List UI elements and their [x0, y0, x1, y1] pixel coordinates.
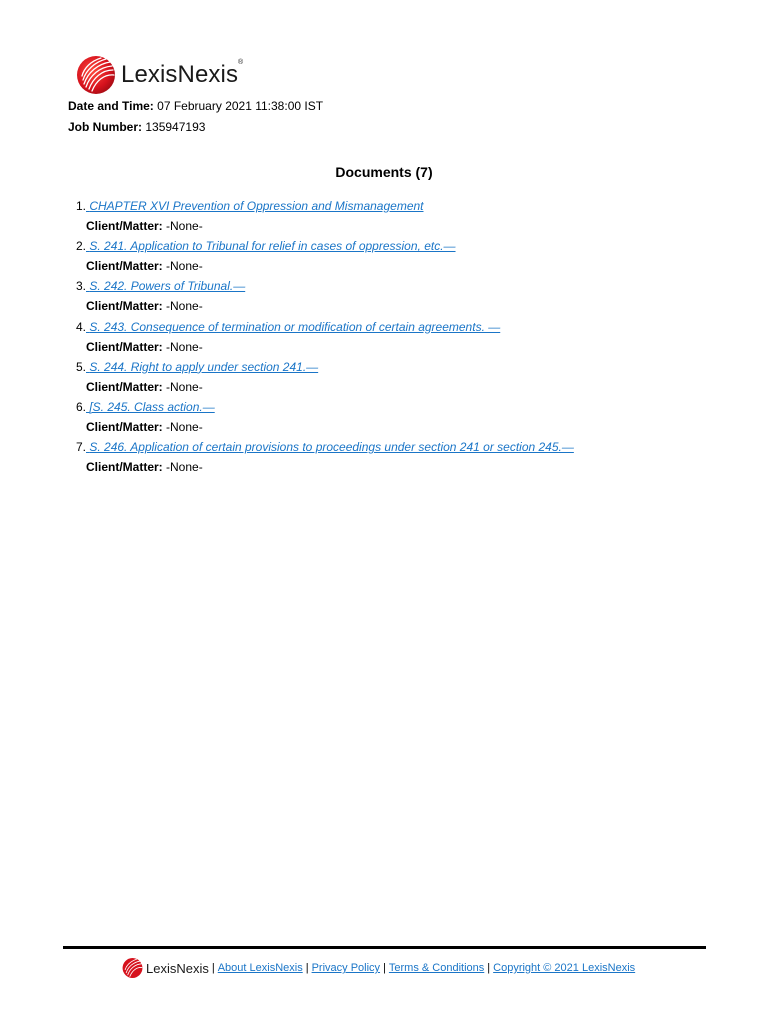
client-matter-value: -None- [166, 339, 203, 354]
lexisnexis-logo [76, 54, 243, 96]
document-link[interactable]: S. 243. Consequence of termination or modification of certain agreements. — [89, 319, 501, 334]
client-matter [66, 460, 574, 474]
footer-separator: | [383, 962, 386, 974]
list-item [66, 199, 574, 239]
client-matter-value: -None- [166, 259, 203, 274]
client-matter [66, 380, 574, 394]
lexisnexis-swirl-icon [122, 957, 143, 979]
document-number: 3. [75, 279, 86, 294]
footer-logo-wordmark: LexisNexis [146, 960, 209, 976]
documents-list [66, 199, 574, 480]
document-link[interactable]: S. 244. Right to apply under section 241.— [89, 359, 319, 374]
footer-separator: | [487, 962, 491, 974]
list-item [66, 279, 574, 319]
client-matter-label: Client/Matter: [86, 219, 163, 233]
privacy-policy-link[interactable]: Privacy Policy [311, 962, 381, 974]
client-matter [66, 420, 574, 434]
document-link[interactable]: S. 246. Application of certain provisions to proceedings under section 241 or section 245.— [89, 440, 574, 455]
client-matter [66, 259, 574, 273]
logo-wordmark: LexisNexis® [121, 59, 244, 88]
about-lexisnexis-link[interactable]: About LexisNexis [217, 962, 303, 974]
documents-heading: Documents (7) [335, 164, 433, 180]
document-number: 7. [75, 440, 86, 455]
date-time-line [68, 99, 323, 113]
client-matter [66, 299, 574, 313]
client-matter [66, 340, 574, 354]
list-item [66, 400, 574, 440]
list-item [66, 360, 574, 400]
document-link[interactable]: S. 241. Application to Tribunal for relief in cases of oppression, etc.— [89, 239, 456, 254]
footer-separator: | [211, 962, 215, 974]
client-matter-value: -None- [166, 219, 203, 233]
list-item [66, 440, 574, 480]
copyright-link[interactable]: Copyright © 2021 LexisNexis [493, 962, 636, 974]
footer-separator: | [305, 962, 309, 974]
footer [122, 957, 635, 979]
document-number: 2. [75, 239, 86, 254]
client-matter-label: Client/Matter: [86, 460, 163, 475]
terms-conditions-link[interactable]: Terms & Conditions [388, 962, 485, 974]
document-number: 4. [75, 319, 86, 334]
client-matter-label: Client/Matter: [86, 339, 163, 354]
document-number: 5. [75, 359, 86, 374]
footer-divider [63, 946, 706, 949]
client-matter-label: Client/Matter: [86, 419, 163, 434]
date-time-value: 07 February 2021 11:38:00 IST [157, 99, 324, 113]
date-time-label: Date and Time: [68, 99, 154, 113]
document-link[interactable]: CHAPTER XVI Prevention of Oppression and Mismanagement [89, 199, 424, 213]
client-matter-label: Client/Matter: [86, 379, 163, 394]
document-number: 6. [75, 399, 86, 414]
client-matter-label: Client/Matter: [86, 259, 163, 274]
document-link[interactable]: [S. 245. Class action.— [89, 399, 215, 414]
client-matter [66, 219, 574, 233]
job-number-label: Job Number: [68, 120, 143, 134]
client-matter-value: -None- [166, 299, 203, 314]
list-item [66, 320, 574, 360]
job-number-value: 135947193 [145, 120, 206, 134]
client-matter-value: -None- [166, 379, 203, 394]
lexisnexis-swirl-icon [76, 54, 116, 96]
document-link[interactable]: S. 242. Powers of Tribunal.— [89, 279, 246, 294]
client-matter-value: -None- [166, 419, 203, 434]
client-matter-value: -None- [166, 460, 203, 475]
list-item [66, 239, 574, 279]
document-number: 1. [75, 199, 86, 213]
client-matter-label: Client/Matter: [86, 299, 163, 314]
job-number-line [68, 120, 205, 134]
